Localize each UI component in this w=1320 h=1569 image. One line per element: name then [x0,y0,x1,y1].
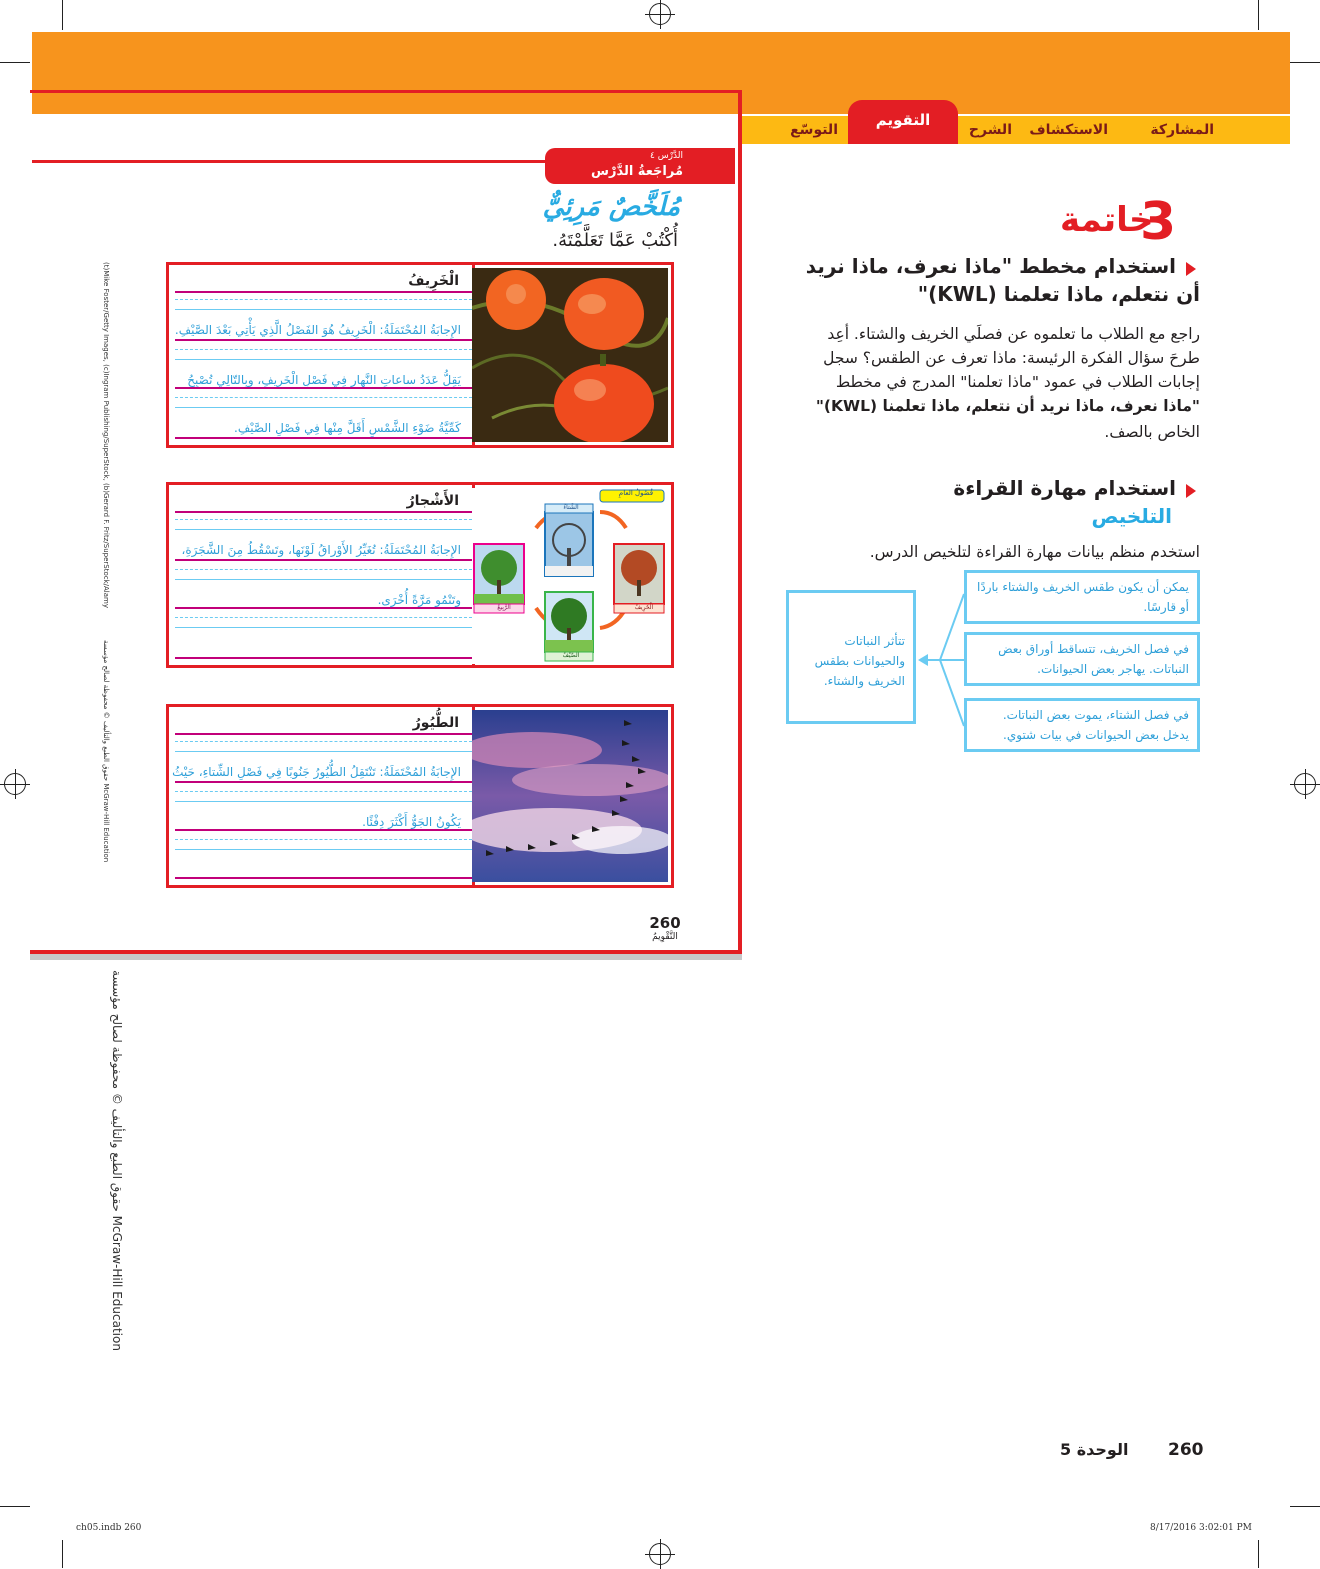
writing-line [175,849,472,850]
slug-file: ch05.indb 260 [76,1523,142,1533]
seasons-badge: فُصُولُ العامِ [618,489,654,497]
birds-answer-1: الإِجابَةُ المُحْتَمَلَةُ: تَنْتَقِلُ الطُّيُورُ جَنُوبًا فِي فَصْلِ الشِّتاءِ، حَيْثُ [172,765,461,779]
writing-line [175,299,472,300]
write-instruction: أُكْتُبْ عَمَّا تَعَلَّمْتَهُ. [552,230,678,251]
crop-mark [1290,1506,1320,1507]
writing-line [175,437,472,439]
crop-mark [62,0,63,30]
writing-line [175,781,472,783]
summer-tree-icon [545,592,593,661]
birds-card [166,704,674,888]
organizer-detail-3: في فصل الشتاء، يموت بعض النباتات. يدخل بعض الحيوانات في بيات شتوي. [964,698,1200,752]
reading-skill: التلخيص [1091,504,1172,528]
birds-answer-2: يَكُونُ الجَوُّ أَكْثَرَ دِفْئًا. [362,815,461,829]
trees-answer-1: الإِجابَةُ المُحْتَمَلَةُ: تُغَيِّرُ الأَوْراقُ لَوْنَها، وتَسْقُطُ مِنَ الشَّجَرَةِ، [181,543,461,557]
writing-line [175,801,472,802]
pumpkins-photo [472,268,668,442]
migrating-birds-photo [472,710,668,882]
bullet-arrow-icon [1186,484,1196,498]
side-copyright: حقوق الطبع والتأليف © محفوظة لصالح مؤسسة McGraw-Hill Education [110,970,124,1351]
lesson-rule [32,160,546,163]
organizer-detail-2: في فصل الخريف، تتساقط أوراق بعض النباتات. يهاجر بعض الحيوانات. [964,632,1200,686]
writing-line [175,407,472,408]
kwl-heading-line1: استخدام مخطط "ماذا نعرف، ماذا نريد [805,254,1176,278]
writing-line [175,829,472,831]
kwl-body-5: الخاص بالصف. [1104,423,1200,441]
writing-line [175,387,472,389]
registration-mark-icon [649,3,671,25]
writing-line [175,579,472,580]
autumn-tree-icon [614,544,664,613]
autumn-answer-2: يَقِلُّ عَدَدُ ساعاتِ النَّهارِ فِي فَصْلِ الْخَرِيفِ، وبِالتّالِي تُصْبِحُ [187,373,461,387]
tab-engage[interactable]: المشاركة [1150,122,1214,138]
kwl-body-4: "ماذا نعرف، ماذا نريد أن نتعلم، ماذا تعلمنا (KWL)" [815,397,1200,415]
autumn-label: الْخَرِيفُ [634,604,654,611]
trees-card [166,482,674,668]
section-title: خاتمة [1060,200,1154,240]
organizer-detail-1: يمكن أن يكون طقس الخريف والشتاء باردًا أو قارسًا. [964,570,1200,624]
writing-line [175,741,472,742]
student-copyright: حقوق الطبع والتأليف © محفوظة لصالح مؤسسة McGraw-Hill Education [102,640,110,863]
tab-explain[interactable]: الشرح [968,122,1012,138]
registration-mark-icon [1294,773,1316,795]
spring-label: الرَّبِيعُ [497,604,511,611]
registration-mark-icon [4,773,26,795]
writing-line [175,559,472,561]
writing-line [175,877,472,879]
student-page-label: التَّقْوِيمُ [652,932,678,942]
bullet-arrow-icon [1186,262,1196,276]
autumn-answer-3: كَمِّيَّةُ ضَوْءِ الشَّمْسِ أَقَلَّ مِنْها فِي فَصْلِ الصَّيْفِ. [234,421,461,435]
unit-label: الوحدة 5 [1060,1440,1129,1459]
tab-explore[interactable]: الاستكشاف [1029,122,1108,138]
summer-label: الصَّيْفُ [562,652,580,659]
student-page-number: 260 [649,914,681,932]
lesson-review-title: مُراجَعةُ الدَّرْس [591,164,683,179]
writing-line [175,349,472,350]
crop-mark [0,1506,30,1507]
writing-line [175,511,472,513]
birds-heading: الطُّيُورُ [412,715,459,731]
organizer-connectors [914,588,966,738]
writing-line [175,751,472,752]
writing-line [175,339,472,341]
writing-line [175,607,472,609]
crop-mark [0,62,30,63]
lesson-review-banner [545,148,735,184]
writing-line [175,529,472,530]
winter-label: الشِّتاءُ [563,504,579,511]
spring-tree-icon [474,544,524,613]
crop-mark [1258,0,1259,30]
autumn-answer-1: الإِجابَةُ المُحْتَمَلَةُ: الْخَرِيفُ هُوَ الفَصْلُ الَّذِي يَأْتِي بَعْدَ الصَّيْفِ. [174,323,461,337]
seasons-diagram [472,488,668,664]
writing-line [175,397,472,398]
writing-line [175,657,472,659]
writing-line [175,627,472,628]
reading-heading: استخدام مهارة القراءة [953,476,1176,500]
kwl-body-2: طرحَ سؤال الفكرة الرئيسة: ماذا تعرف عن الطقس؟ سجل [823,349,1200,367]
writing-line [175,519,472,520]
writing-line [175,291,472,293]
kwl-body-3: إجابات الطلاب في عمود "ماذا تعلمنا" المدرج في مخطط [835,373,1200,391]
reading-body: استخدم منظم بيانات مهارة القراءة لتلخيص الدرس. [869,543,1200,561]
trees-answer-2: وتَنْمُو مَرَّةً أُخْرَى. [377,593,461,607]
autumn-card [166,262,674,448]
autumn-heading: الْخَرِيفُ [408,273,459,289]
photo-credit: (t)Mike Foster/Getty Images, (c)Ingram Publishing/SuperStock, (b)Gerard F. Fritz/SuperStock/Alamy [102,262,110,608]
writing-line [175,733,472,735]
writing-line [175,839,472,840]
crop-mark [62,1540,63,1568]
kwl-body-1: راجع مع الطلاب ما تعلموه عن فصلَي الخريف والشتاء. أعِد [827,325,1200,343]
writing-line [175,617,472,618]
page-shadow [30,954,742,960]
trees-heading: الأَشْجارُ [406,493,459,509]
slug-timestamp: 8/17/2016 3:02:01 PM [1150,1523,1252,1533]
writing-line [175,359,472,360]
crop-mark [1290,62,1320,63]
lesson-number: الدَّرْس ٤ [649,151,683,161]
writing-line [175,569,472,570]
kwl-heading-line2: أن نتعلم، ماذا تعلمنا (KWL)" [917,282,1200,306]
crop-mark [1258,1540,1259,1568]
visual-summary-title: مُلَخَّصٌ مَرِئِيٌّ [542,192,680,222]
writing-line [175,309,472,310]
tab-extend[interactable]: التوسّع [790,122,838,138]
teacher-page-number: 260 [1168,1440,1204,1460]
registration-mark-icon [649,1543,671,1565]
tab-evaluate[interactable]: التقويم [848,100,958,144]
writing-line [175,791,472,792]
organizer-summary-box: تتأثر النباتات والحيوانات بطقس الخريف والشتاء. [786,590,916,724]
section-number: 3 [1140,192,1177,252]
winter-tree-icon [545,504,593,576]
